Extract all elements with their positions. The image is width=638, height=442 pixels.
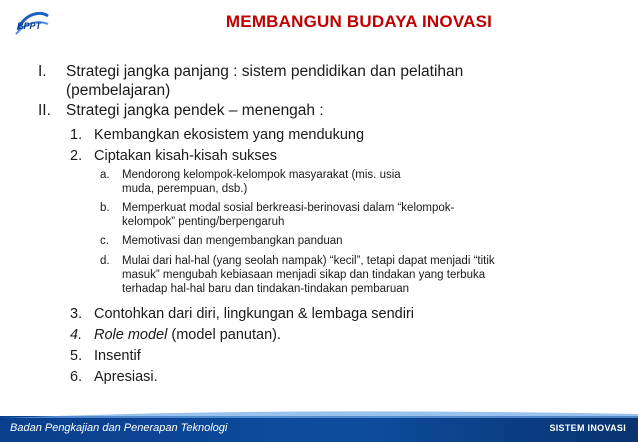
footer-bar [0, 416, 638, 442]
subsub-item-text: muda, perempuan, dsb.) [122, 183, 248, 195]
sub-item-number: 6. [70, 369, 83, 385]
sub-item-text: Ciptakan kisah-kisah sukses [94, 148, 277, 164]
subsub-item-continuation [122, 282, 409, 296]
sub-item [70, 347, 141, 365]
sub-item-text: Insentif [94, 348, 141, 364]
sub-item-text: Contohkan dari diri, lingkungan & lembaga sendiri [94, 306, 414, 322]
subsub-item-continuation [122, 182, 247, 196]
footer-section-label: SISTEM INOVASI [549, 423, 626, 433]
sub-item-number: 3. [70, 306, 83, 322]
sub-item [70, 326, 281, 344]
sub-item [70, 305, 414, 323]
sub-item-text: Kembangkan ekosistem yang mendukung [94, 127, 365, 143]
subsub-item-number: b. [100, 202, 110, 214]
subsub-item-text: kelompok” penting/berpengaruh [122, 216, 285, 228]
sub-item-number: 2. [70, 148, 83, 164]
sub-item-text: Apresiasi. [94, 369, 158, 385]
item-text: Strategi jangka pendek – menengah : [66, 102, 324, 119]
list-item-continuation [66, 81, 170, 100]
subsub-item-continuation [122, 215, 284, 229]
footer-agency-name: Badan Pengkajian dan Penerapan Teknologi [10, 422, 228, 434]
subsub-item-text: Mendorong kelompok-kelompok masyarakat (mis. usia [122, 169, 401, 181]
page-title: MEMBANGUN BUDAYA INOVASI [225, 12, 493, 31]
subsub-item-number: a. [100, 169, 110, 181]
sub-item-text [94, 326, 281, 344]
item-number: II. [38, 102, 51, 119]
footer-wave-decoration [0, 408, 638, 418]
item-text: Strategi jangka panjang : sistem pendidikan dan pelatihan [66, 63, 464, 80]
subsub-item-number: d. [100, 255, 110, 267]
subsub-item-continuation [122, 268, 485, 282]
subsub-item [100, 254, 495, 268]
item-number: I. [38, 63, 47, 80]
logo-text: BPPT [17, 21, 42, 31]
subsub-item-text: Memotivasi dan mengembangkan panduan [122, 235, 343, 247]
sub-item-number: 1. [70, 127, 83, 143]
role-model-rest: (model panutan). [167, 327, 281, 343]
sub-item [70, 147, 277, 165]
sub-item [70, 368, 158, 386]
item-text: (pembelajaran) [66, 82, 171, 99]
subsub-item-number: c. [100, 235, 109, 247]
subsub-item-text: masuk” mengubah kebiasaan menjadi sikap dan tindakan yang terbuka [122, 269, 486, 281]
subsub-item [100, 234, 343, 248]
subsub-item [100, 201, 454, 215]
list-item [38, 62, 463, 81]
sub-item-number: 4. [70, 327, 83, 343]
subsub-item [100, 168, 401, 182]
list-item [38, 101, 324, 120]
sub-item-number: 5. [70, 348, 83, 364]
role-model-italic: Role model [94, 327, 168, 343]
subsub-item-text: Mulai dari hal-hal (yang seolah nampak) “kecil”, tetapi dapat menjadi “titik [122, 255, 495, 267]
subsub-item-text: terhadap hal-hal baru dan tindakan-tindakan pembaruan [122, 283, 410, 295]
subsub-item-text: Memperkuat modal sosial berkreasi-berinovasi dalam “kelompok- [122, 202, 455, 214]
sub-item [70, 126, 364, 144]
